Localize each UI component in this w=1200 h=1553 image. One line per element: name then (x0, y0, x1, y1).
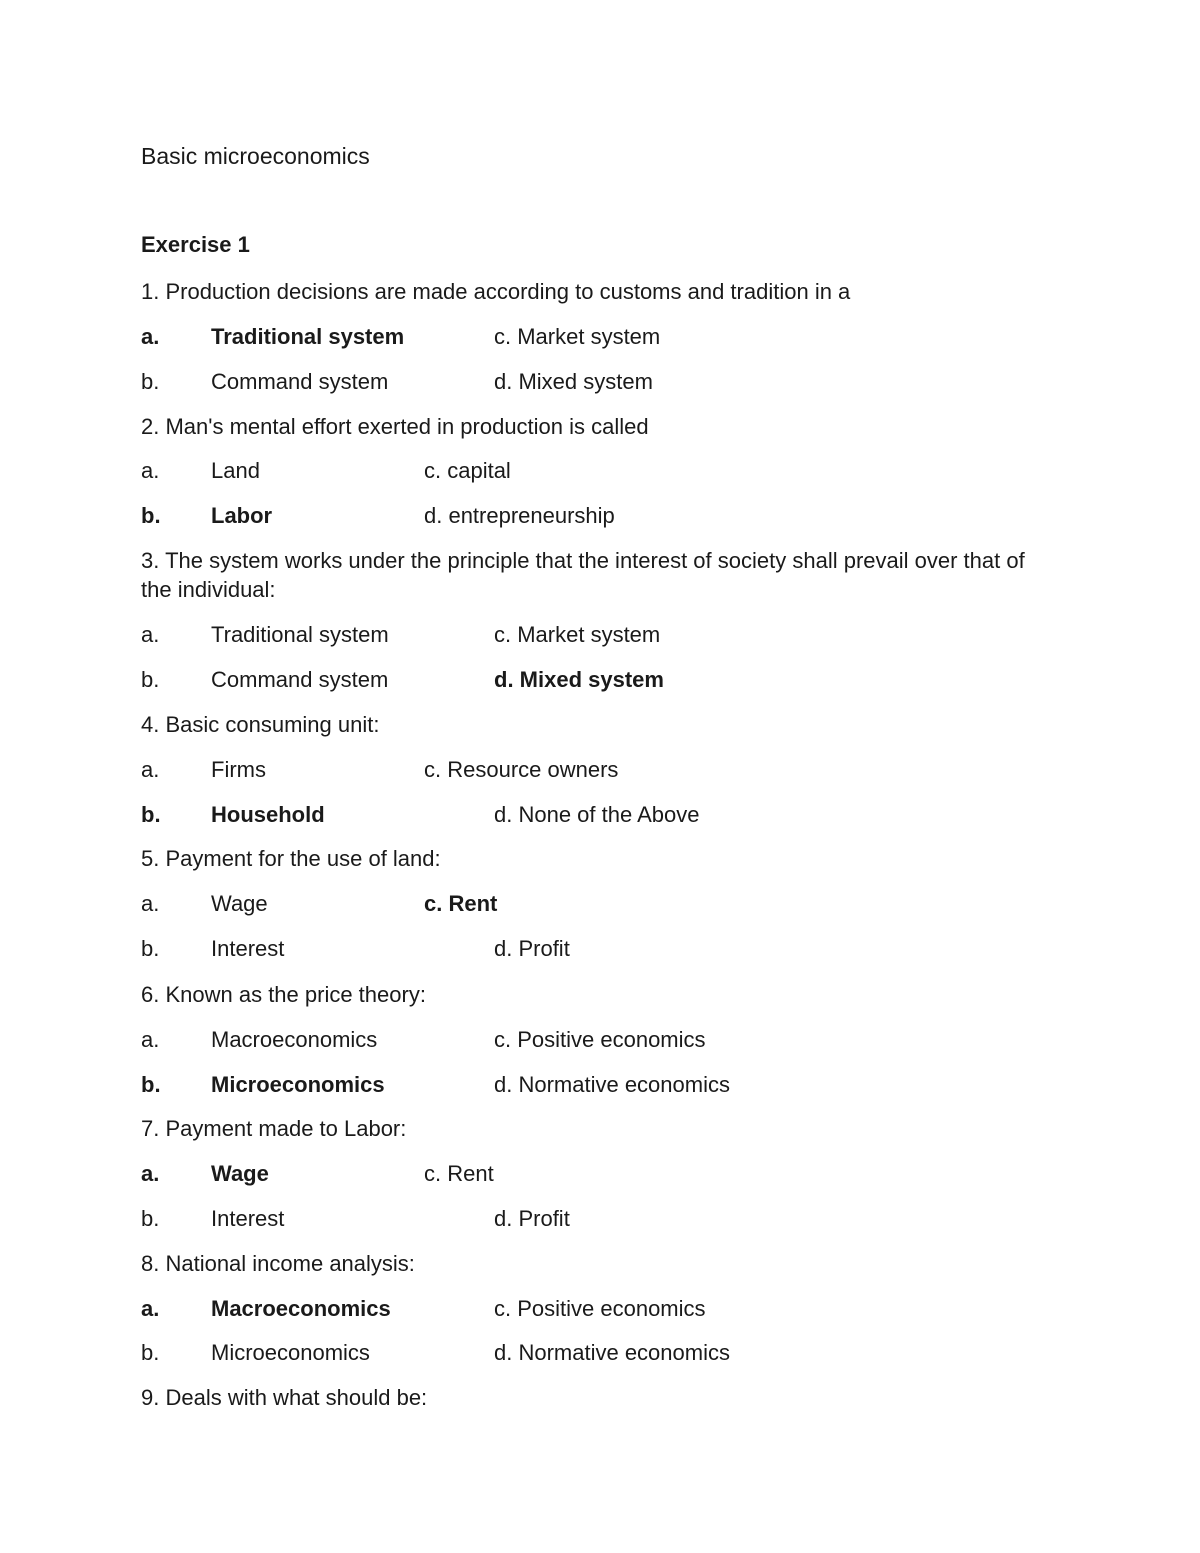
option-text: d. Mixed system (494, 667, 664, 692)
question-text: 7. Payment made to Labor: (141, 1116, 407, 1141)
option-text: c. Positive economics (494, 1296, 706, 1321)
option-text: Labor (211, 503, 273, 528)
question-text: 5. Payment for the use of land: (141, 846, 441, 871)
option-text: c. capital (424, 458, 511, 483)
option-text: Traditional system (211, 622, 389, 647)
option-text: Macroeconomics (211, 1296, 391, 1321)
option-letter: b. (141, 1072, 161, 1097)
answer-options-row (141, 1294, 941, 1323)
option-text: Macroeconomics (211, 1027, 378, 1052)
option-text: Household (211, 802, 325, 827)
option-letter: a. (141, 458, 160, 483)
option-text: Microeconomics (211, 1340, 370, 1365)
option-text: Command system (211, 369, 389, 394)
answer-options-row (141, 1204, 941, 1233)
option-text: d. Mixed system (494, 369, 653, 394)
option-letter: b. (141, 1206, 160, 1231)
answer-options-row (141, 665, 941, 694)
option-text: c. Resource owners (424, 757, 619, 782)
question-text: 4. Basic consuming unit: (141, 712, 380, 737)
question-text: 2. Man's mental effort exerted in production is called (141, 414, 649, 439)
option-text: d. Normative economics (494, 1072, 730, 1097)
option-letter: a. (141, 1027, 160, 1052)
question-text: 3. The system works under the principle that the interest of society shall prevail over that of the individual: (141, 548, 1025, 602)
option-text: d. None of the Above (494, 802, 700, 827)
question-text: 6. Known as the price theory: (141, 982, 426, 1007)
option-text: Land (211, 458, 260, 483)
document-title: Basic microeconomics (141, 143, 370, 169)
option-text: Microeconomics (211, 1072, 385, 1097)
exercise-heading: Exercise 1 (141, 232, 250, 257)
option-text: Interest (211, 1206, 285, 1231)
option-letter: b. (141, 936, 160, 961)
option-text: d. Normative economics (494, 1340, 730, 1365)
answer-options-row (141, 800, 941, 829)
option-text: d. entrepreneurship (424, 503, 615, 528)
answer-options-row (141, 889, 941, 918)
answer-options-row (141, 934, 941, 963)
option-text: c. Market system (494, 622, 661, 647)
option-text: c. Rent (424, 891, 498, 916)
option-text: c. Positive economics (494, 1027, 706, 1052)
option-letter: b. (141, 667, 160, 692)
answer-options-row (141, 367, 941, 396)
option-text: d. Profit (494, 936, 570, 961)
answer-options-row (141, 501, 941, 530)
option-text: Command system (211, 667, 389, 692)
option-letter: b. (141, 369, 160, 394)
question-text: 9. Deals with what should be: (141, 1385, 428, 1410)
option-letter: b. (141, 1340, 160, 1365)
answer-options-row (141, 1025, 941, 1054)
option-letter: a. (141, 891, 160, 916)
question-text: 8. National income analysis: (141, 1251, 415, 1276)
option-text: c. Market system (494, 324, 661, 349)
option-text: Wage (211, 1161, 269, 1186)
answer-options-row (141, 1070, 941, 1099)
option-text: c. Rent (424, 1161, 494, 1186)
option-letter: a. (141, 324, 160, 349)
option-letter: b. (141, 802, 161, 827)
option-text: Traditional system (211, 324, 405, 349)
option-letter: b. (141, 503, 161, 528)
option-letter: a. (141, 1296, 160, 1321)
option-text: Firms (211, 757, 266, 782)
option-text: Wage (211, 891, 268, 916)
option-text: Interest (211, 936, 285, 961)
answer-options-row (141, 1338, 941, 1367)
option-letter: a. (141, 757, 160, 782)
answer-options-row (141, 1159, 941, 1188)
answer-options-row (141, 755, 941, 784)
question-text: 1. Production decisions are made according to customs and tradition in a (141, 279, 851, 304)
answer-options-row (141, 456, 941, 485)
answer-options-row (141, 322, 941, 351)
answer-options-row (141, 620, 941, 649)
option-text: d. Profit (494, 1206, 570, 1231)
option-letter: a. (141, 622, 160, 647)
option-letter: a. (141, 1161, 160, 1186)
